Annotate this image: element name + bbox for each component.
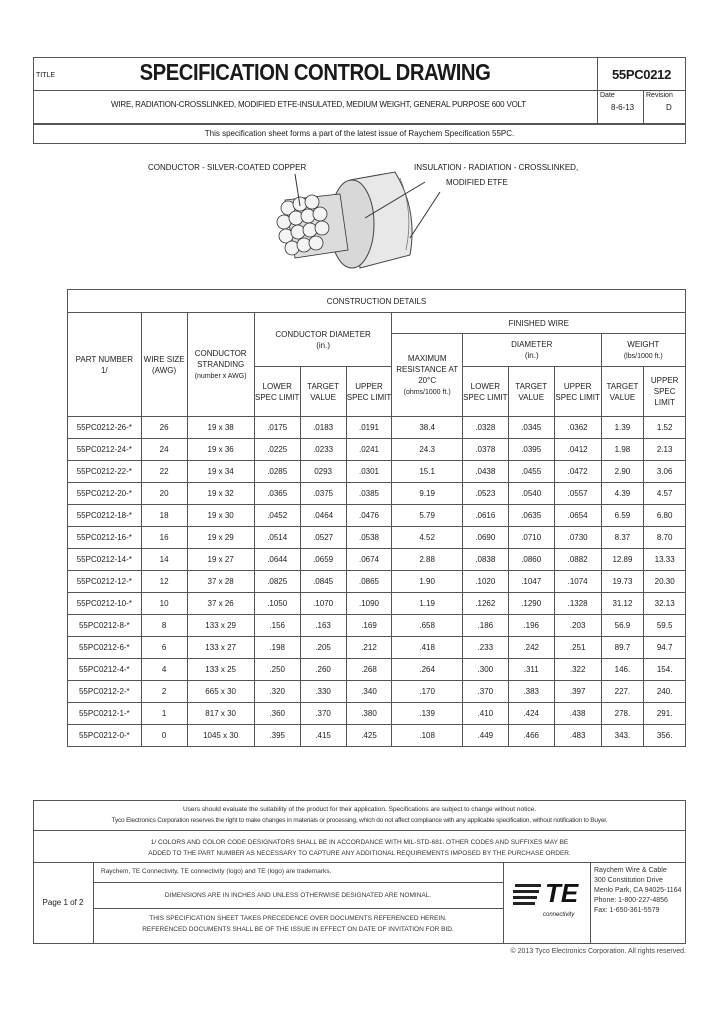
table-cell: .0225 (254, 439, 300, 461)
table-cell: .300 (462, 659, 508, 681)
table-row (68, 593, 686, 615)
table-row (68, 549, 686, 571)
table-cell: .0514 (254, 527, 300, 549)
table-cell: .0241 (346, 439, 392, 461)
table-body (68, 417, 686, 747)
header-weight-target: TARGET VALUE (601, 367, 644, 417)
te-logo-mark-icon (513, 880, 543, 908)
table-cell: 59.5 (644, 615, 686, 637)
table-cell: .658 (392, 615, 462, 637)
table-cell: .198 (254, 637, 300, 659)
table-cell: .0527 (300, 527, 346, 549)
table-cell: 31.12 (601, 593, 644, 615)
table-cell: 32.13 (644, 593, 686, 615)
table-cell: 55PC0212-22-* (68, 461, 142, 483)
table-row (68, 637, 686, 659)
te-logo-subtext: connectivity (543, 912, 575, 918)
table-cell: 6 (141, 637, 187, 659)
table-cell: .0464 (300, 505, 346, 527)
header-wire-size (141, 313, 187, 417)
table-cell: .170 (392, 681, 462, 703)
header-title-row-divider (33, 90, 686, 91)
table-cell: .233 (462, 637, 508, 659)
precedence-1: THIS SPECIFICATION SHEET TAKES PRECEDENCE OVER DOCUMENTS REFERENCED HEREIN. (149, 915, 447, 922)
table-cell: .0375 (300, 483, 346, 505)
table-cell: .0191 (346, 417, 392, 439)
disclaimer-2: Tyco Electronics Corporation reserves the right to make changes in materials or processing, which do not affect compliance with any applicable specification, without notification to Buyer. (111, 817, 608, 824)
table-cell: 22 (141, 461, 187, 483)
table-cell: .0345 (508, 417, 554, 439)
table-row (68, 725, 686, 747)
table-cell: 2.90 (601, 461, 644, 483)
date-label: Date (600, 92, 615, 99)
header-stranding-text: CONDUCTOR STRANDING (194, 348, 247, 369)
table-cell: .466 (508, 725, 554, 747)
header-cond-target: TARGET VALUE (300, 367, 346, 417)
insulation-label-1: INSULATION - RADIATION - CROSSLINKED, (414, 163, 579, 172)
header-dia-upper: UPPER SPEC LIMIT (554, 367, 601, 417)
table-cell: 5.79 (392, 505, 462, 527)
table-cell: 0 (141, 725, 187, 747)
footer-divider-4 (93, 908, 503, 909)
table-cell: .425 (346, 725, 392, 747)
table-cell: 356. (644, 725, 686, 747)
table-cell: .424 (508, 703, 554, 725)
header-cond-lower: LOWER SPEC LIMIT (254, 367, 300, 417)
table-cell: .0710 (508, 527, 554, 549)
revision-value: D (666, 103, 672, 112)
page-indicator: Page 1 of 2 (42, 898, 84, 907)
table-cell: .0301 (346, 461, 392, 483)
table-cell: 55PC0212-20-* (68, 483, 142, 505)
table-cell: 55PC0212-24-* (68, 439, 142, 461)
table-cell: .0845 (300, 571, 346, 593)
table-cell: .0365 (254, 483, 300, 505)
table-cell: 55PC0212-10-* (68, 593, 142, 615)
address-line-1: 300 Constitution Drive (594, 877, 663, 884)
table-cell: .0674 (346, 549, 392, 571)
copyright: © 2013 Tyco Electronics Corporation. All rights reserved. (510, 948, 686, 955)
table-cell: .410 (462, 703, 508, 725)
table-cell: .383 (508, 681, 554, 703)
table-cell: .370 (300, 703, 346, 725)
table-cell: .0644 (254, 549, 300, 571)
table-cell: 2.13 (644, 439, 686, 461)
table-cell: .449 (462, 725, 508, 747)
table-cell: 8.70 (644, 527, 686, 549)
table-cell: .205 (300, 637, 346, 659)
table-row (68, 483, 686, 505)
table-cell: .250 (254, 659, 300, 681)
table-cell: .268 (346, 659, 392, 681)
table-cell: 227. (601, 681, 644, 703)
footer-divider-address (590, 862, 591, 944)
table-cell: .212 (346, 637, 392, 659)
document-number: 55PC0212 (611, 67, 672, 82)
table-cell: 19 x 38 (187, 417, 254, 439)
table-row (68, 439, 686, 461)
header-finished-wire: FINISHED WIRE (392, 313, 686, 334)
table-cell: .196 (508, 615, 554, 637)
address-line-2: Menlo Park, CA 94025-1164 (594, 887, 682, 894)
header-cond-upper: UPPER SPEC LIMIT (346, 367, 392, 417)
table-cell: 6.59 (601, 505, 644, 527)
table-cell: .1074 (554, 571, 601, 593)
revision-label: Revision (646, 92, 673, 99)
table-cell: 817 x 30 (187, 703, 254, 725)
table-cell: .330 (300, 681, 346, 703)
header-resistance-text: MAXIMUM RESISTANCE AT 20°C (396, 353, 459, 385)
footer-divider-2 (33, 862, 686, 863)
table-cell: 26 (141, 417, 187, 439)
header-diameter-unit: (in.) (524, 351, 539, 360)
subtitle: WIRE, RADIATION-CROSSLINKED, MODIFIED ETFE-INSULATED, MEDIUM WEIGHT, GENERAL PURPOSE 600 VOLT (111, 100, 526, 109)
table-cell: .1290 (508, 593, 554, 615)
table-cell: .438 (554, 703, 601, 725)
header-stranding-unit: (number x AWG) (194, 372, 247, 380)
dimensions-note: DIMENSIONS ARE IN INCHES AND UNLESS OTHERWISE DESIGNATED ARE NOMINAL. (164, 892, 432, 899)
header-weight (601, 334, 685, 367)
table-cell: .1050 (254, 593, 300, 615)
table-cell: .0659 (300, 549, 346, 571)
disclaimer-1: Users should evaluate the suitability of the product for their application. Specifications are subject to change without notice. (182, 806, 536, 813)
table-cell: .320 (254, 681, 300, 703)
table-cell: .260 (300, 659, 346, 681)
footer-divider-logo (503, 862, 504, 944)
table-cell: .483 (554, 725, 601, 747)
insulation-label-2: MODIFIED ETFE (446, 178, 508, 187)
table-cell: .0362 (554, 417, 601, 439)
table-cell: .139 (392, 703, 462, 725)
header-weight-upper: UPPER SPEC LIMIT (644, 367, 686, 417)
table-cell: 55PC0212-1-* (68, 703, 142, 725)
table-cell: 55PC0212-6-* (68, 637, 142, 659)
table-cell: .0557 (554, 483, 601, 505)
insulation-leader-2 (410, 192, 440, 238)
table-cell: .242 (508, 637, 554, 659)
table-cell: 4.39 (601, 483, 644, 505)
footer-divider-1 (33, 830, 686, 831)
table-cell: .0540 (508, 483, 554, 505)
table-cell: 24.3 (392, 439, 462, 461)
note-1b: ADDED TO THE PART NUMBER AS NECESSARY TO CAPTURE ANY ADDITIONAL REQUIREMENTS IMPOSED BY THE PURCHASE ORDER. (148, 850, 571, 857)
header-stranding (187, 313, 254, 417)
table-cell: .395 (254, 725, 300, 747)
table-cell: .380 (346, 703, 392, 725)
table-cell: 1.39 (601, 417, 644, 439)
table-cell: 55PC0212-0-* (68, 725, 142, 747)
fax: Fax: 1-650-361-5579 (594, 907, 660, 914)
header-dia-target: TARGET VALUE (508, 367, 554, 417)
address-block (594, 866, 681, 916)
table-cell: 133 x 27 (187, 637, 254, 659)
header-part-number-text: PART NUMBER (75, 354, 133, 364)
table-row (68, 571, 686, 593)
table-cell: 6.80 (644, 505, 686, 527)
table-title: CONSTRUCTION DETAILS (68, 290, 686, 313)
table-cell: .0412 (554, 439, 601, 461)
table-cell: 278. (601, 703, 644, 725)
table-cell: .203 (554, 615, 601, 637)
table-cell: .0730 (554, 527, 601, 549)
table-row (68, 681, 686, 703)
table-cell: 1 (141, 703, 187, 725)
table-cell: .0438 (462, 461, 508, 483)
table-cell: 12.89 (601, 549, 644, 571)
table-cell: 146. (601, 659, 644, 681)
table-cell: .311 (508, 659, 554, 681)
header-dia-lower: LOWER SPEC LIMIT (462, 367, 508, 417)
table-cell: 1.90 (392, 571, 462, 593)
table-cell: 55PC0212-8-* (68, 615, 142, 637)
table-cell: 154. (644, 659, 686, 681)
table-cell: .0654 (554, 505, 601, 527)
table-cell: 89.7 (601, 637, 644, 659)
table-row (68, 703, 686, 725)
table-cell: .108 (392, 725, 462, 747)
trademarks: Raychem, TE Connectivity, TE connectivity (logo) and TE (logo) are trademarks. (101, 868, 332, 875)
table-cell: .0385 (346, 483, 392, 505)
table-cell: .360 (254, 703, 300, 725)
table-cell: .0838 (462, 549, 508, 571)
table-cell: .415 (300, 725, 346, 747)
table-cell: .0538 (346, 527, 392, 549)
table-cell: .0825 (254, 571, 300, 593)
table-cell: 240. (644, 681, 686, 703)
table-cell: 19 x 34 (187, 461, 254, 483)
table-cell: 2.88 (392, 549, 462, 571)
construction-details-table (67, 289, 686, 747)
header-part-number (68, 313, 142, 417)
table-cell: 4.52 (392, 527, 462, 549)
footer-divider-3 (93, 882, 503, 883)
table-cell: .0472 (554, 461, 601, 483)
table-cell: 1.19 (392, 593, 462, 615)
table-cell: .186 (462, 615, 508, 637)
table-cell: 10 (141, 593, 187, 615)
table-row (68, 505, 686, 527)
table-cell: .1262 (462, 593, 508, 615)
table-cell: 8.37 (601, 527, 644, 549)
header-awg: (AWG) (152, 365, 177, 375)
table-cell: .0476 (346, 505, 392, 527)
table-cell: 38.4 (392, 417, 462, 439)
table-cell: 55PC0212-26-* (68, 417, 142, 439)
table-cell: .322 (554, 659, 601, 681)
scope-text: This specification sheet forms a part of the latest issue of Raychem Specification 55PC. (204, 129, 515, 138)
table-cell: .397 (554, 681, 601, 703)
table-cell: 55PC0212-4-* (68, 659, 142, 681)
table-cell: 94.7 (644, 637, 686, 659)
header-weight-unit: (lbs/1000 ft.) (623, 352, 663, 360)
header-conductor-diameter-text: CONDUCTOR DIAMETER (275, 329, 371, 339)
table-cell: 20.30 (644, 571, 686, 593)
table-cell: .1047 (508, 571, 554, 593)
table-cell: .0452 (254, 505, 300, 527)
table-cell: 19 x 36 (187, 439, 254, 461)
table-cell: 14 (141, 549, 187, 571)
table-cell: .0183 (300, 417, 346, 439)
te-logo (505, 872, 588, 932)
table-row (68, 659, 686, 681)
table-cell: 16 (141, 527, 187, 549)
table-cell: 18 (141, 505, 187, 527)
header-diameter (462, 334, 601, 367)
table-cell: .0175 (254, 417, 300, 439)
table-cell: .0455 (508, 461, 554, 483)
table-cell: .1090 (346, 593, 392, 615)
table-cell: 55PC0212-14-* (68, 549, 142, 571)
header-resistance (392, 334, 462, 417)
header-conductor-diameter (254, 313, 392, 367)
table-cell: 37 x 26 (187, 593, 254, 615)
table-row (68, 615, 686, 637)
table-cell: 133 x 29 (187, 615, 254, 637)
te-logo-text: TE (545, 878, 579, 908)
table-cell: .1328 (554, 593, 601, 615)
table-cell: 19 x 30 (187, 505, 254, 527)
header-wire-size-text: WIRE SIZE (143, 354, 185, 364)
table-cell: .340 (346, 681, 392, 703)
table-cell: .169 (346, 615, 392, 637)
table-cell: .264 (392, 659, 462, 681)
precedence-2: REFERENCED DOCUMENTS SHALL BE OF THE ISSUE IN EFFECT ON DATE OF INVITATION FOR BID. (142, 926, 454, 933)
table-cell: 55PC0212-2-* (68, 681, 142, 703)
table-cell: 2 (141, 681, 187, 703)
table-cell: .163 (300, 615, 346, 637)
table-cell: .0378 (462, 439, 508, 461)
table-cell: 15.1 (392, 461, 462, 483)
table-cell: .0860 (508, 549, 554, 571)
table-row (68, 527, 686, 549)
table-cell: 24 (141, 439, 187, 461)
table-row (68, 461, 686, 483)
table-cell: 133 x 25 (187, 659, 254, 681)
conductor-strands (277, 194, 348, 258)
table-cell: 13.33 (644, 549, 686, 571)
table-cell: .0233 (300, 439, 346, 461)
table-cell: .156 (254, 615, 300, 637)
header-part-note: 1/ (100, 365, 108, 375)
note-1a: 1/ COLORS AND COLOR CODE DESIGNATORS SHALL BE IN ACCORDANCE WITH MIL-STD-681. OTHER CODES AND SUFFIXES MAY BE (150, 839, 569, 846)
table-cell: 1045 x 30 (187, 725, 254, 747)
table-cell: .251 (554, 637, 601, 659)
table-cell: 12 (141, 571, 187, 593)
table-row (68, 417, 686, 439)
table-cell: 20 (141, 483, 187, 505)
header-resistance-unit: (ohms/1000 ft.) (403, 388, 451, 396)
table-cell: .0616 (462, 505, 508, 527)
header-conductor-diameter-unit: (in.) (316, 340, 330, 350)
table-cell: 4.57 (644, 483, 686, 505)
table-cell: .0395 (508, 439, 554, 461)
table-cell: 56.9 (601, 615, 644, 637)
table-cell: .0865 (346, 571, 392, 593)
table-cell: 291. (644, 703, 686, 725)
table-cell: .0285 (254, 461, 300, 483)
phone: Phone: 1-800-227-4856 (594, 897, 668, 904)
table-cell: 9.19 (392, 483, 462, 505)
table-cell: .0523 (462, 483, 508, 505)
header-diameter-text: DIAMETER (511, 340, 553, 349)
table-cell: 3.06 (644, 461, 686, 483)
table-cell: 55PC0212-18-* (68, 505, 142, 527)
table-cell: 665 x 30 (187, 681, 254, 703)
conductor-label: CONDUCTOR - SILVER-COATED COPPER (148, 163, 307, 172)
table-cell: .0635 (508, 505, 554, 527)
table-cell: .0882 (554, 549, 601, 571)
table-cell: .0328 (462, 417, 508, 439)
company-name: Raychem Wire & Cable (594, 867, 667, 874)
table-cell: 19.73 (601, 571, 644, 593)
page-title (100, 59, 530, 86)
table-cell: 55PC0212-12-* (68, 571, 142, 593)
table-cell: 19 x 29 (187, 527, 254, 549)
page-title-text: SPECIFICATION CONTROL DRAWING (139, 59, 491, 85)
header-weight-text: WEIGHT (627, 339, 660, 349)
table-cell: 8 (141, 615, 187, 637)
table-cell: 19 x 27 (187, 549, 254, 571)
table-cell: .370 (462, 681, 508, 703)
title-label: TITLE (36, 72, 56, 79)
table-cell: 1.98 (601, 439, 644, 461)
table-cell: 4 (141, 659, 187, 681)
table-cell: .418 (392, 637, 462, 659)
table-cell: 55PC0212-16-* (68, 527, 142, 549)
table-cell: 37 x 28 (187, 571, 254, 593)
table-cell: 1.52 (644, 417, 686, 439)
header-date-divider (643, 90, 644, 124)
table-cell: 343. (601, 725, 644, 747)
date-value: 8-6-13 (611, 103, 635, 112)
table-cell: .1070 (300, 593, 346, 615)
table-cell: 19 x 32 (187, 483, 254, 505)
table-cell: 0293 (300, 461, 346, 483)
table-cell: .1020 (462, 571, 508, 593)
table-cell: .0690 (462, 527, 508, 549)
